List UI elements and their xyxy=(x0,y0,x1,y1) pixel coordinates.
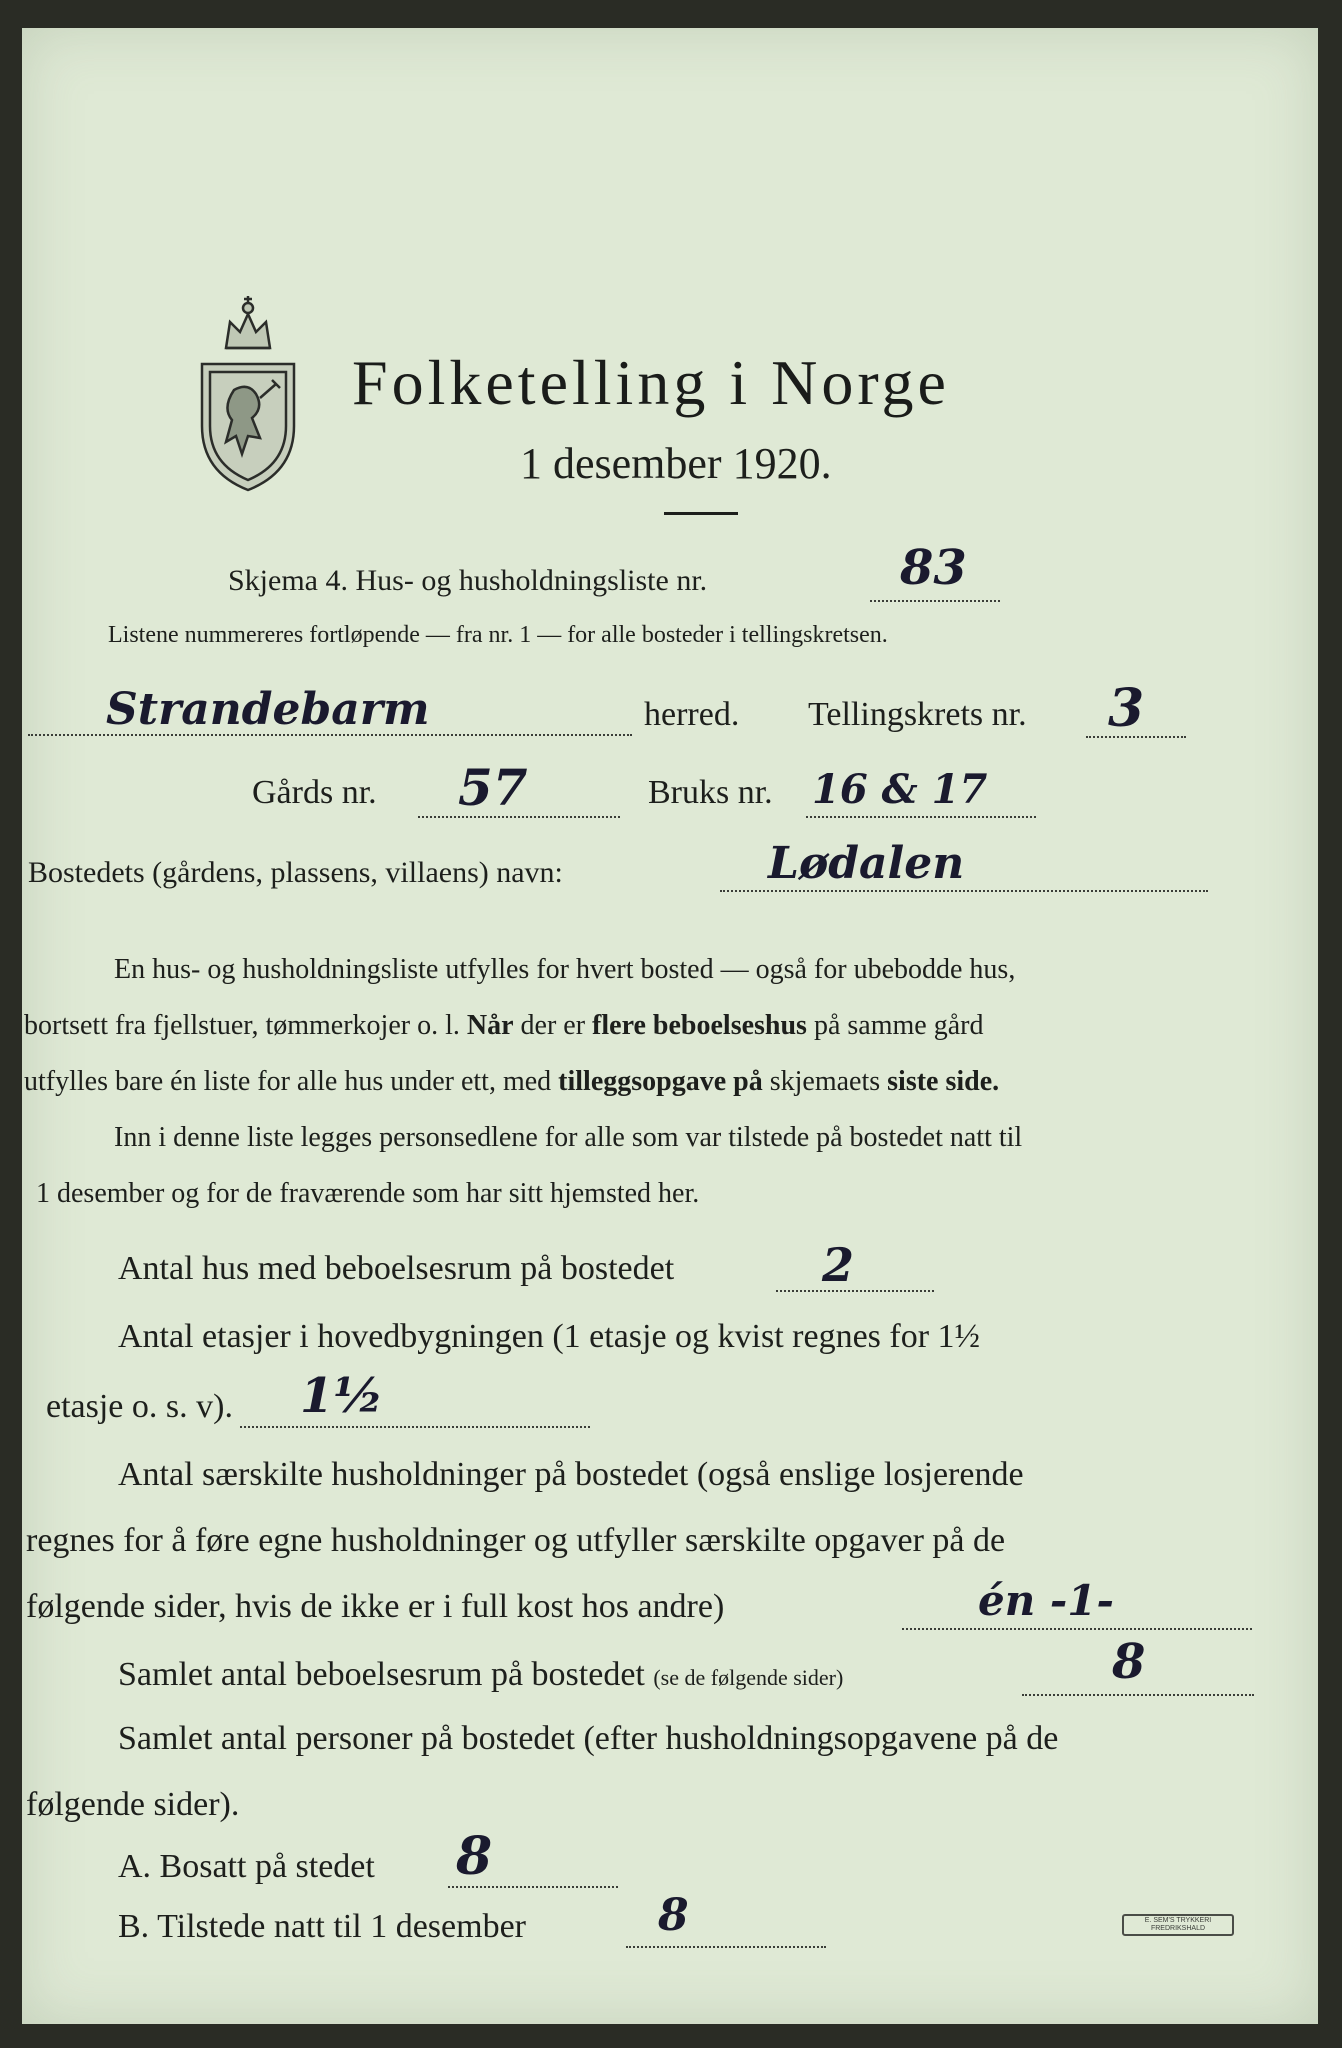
personer-line-1: Samlet antal personer på bostedet (efter husholdningsopgavene på de xyxy=(118,1720,1059,1757)
etasjer-value: 1½ xyxy=(300,1368,384,1424)
list-number-dots xyxy=(870,600,1000,602)
tilstede-value: 8 xyxy=(658,1890,689,1941)
numbering-note: Listene nummereres fortløpende — fra nr. 1 — for alle bosteder i tellingskretsen. xyxy=(108,622,888,648)
etasjer-dots xyxy=(240,1426,590,1428)
coat-of-arms-icon xyxy=(190,286,306,496)
hus-label: Antal hus med beboelsesrum på bostedet xyxy=(118,1250,675,1287)
beboelsesrum-label: Samlet antal beboelsesrum på bostedet (se de følgende sider) xyxy=(118,1656,844,1693)
bosatt-label: A. Bosatt på stedet xyxy=(118,1848,375,1885)
bosatt-value: 8 xyxy=(456,1826,493,1887)
schema-line: Skjema 4. Hus- og husholdningsliste nr. xyxy=(228,564,708,597)
beboelsesrum-dots xyxy=(1022,1694,1254,1696)
instruction-line-3: utfylles bare én liste for alle hus under ett, med tilleggsopgave på skjemaets siste side. xyxy=(24,1066,1000,1097)
bostedets-label: Bostedets (gårdens, plassens, villaens) navn: xyxy=(28,856,563,889)
title-divider xyxy=(664,512,738,515)
bostedets-dots xyxy=(720,890,1208,892)
personer-line-2: følgende sider). xyxy=(26,1786,240,1823)
tellingskrets-value: 3 xyxy=(1108,678,1145,739)
husholdninger-value: én -1- xyxy=(978,1576,1114,1625)
tellingskrets-label: Tellingskrets nr. xyxy=(808,696,1027,733)
husholdninger-line-2: regnes for å føre egne husholdninger og utfyller særskilte opgaver på de xyxy=(26,1522,1006,1559)
tilstede-dots xyxy=(626,1946,826,1948)
tilstede-label: B. Tilstede natt til 1 desember xyxy=(118,1908,526,1945)
gards-value: 57 xyxy=(458,758,528,817)
husholdninger-line-3: følgende sider, hvis de ikke er i full kost hos andre) xyxy=(26,1588,725,1625)
bruks-value: 16 & 17 xyxy=(812,766,988,813)
instruction-line-5: 1 desember og for de fraværende som har sitt hjemsted her. xyxy=(36,1178,700,1209)
printer-stamp: E. SEM'S TRYKKERI FREDRIKSHALD xyxy=(1122,1914,1234,1936)
census-form-page xyxy=(22,28,1318,2024)
bostedets-value: Lødalen xyxy=(768,838,965,889)
hus-value: 2 xyxy=(822,1238,855,1292)
husholdninger-dots xyxy=(902,1628,1252,1630)
census-date: 1 desember 1920. xyxy=(520,439,832,488)
page-title: Folketelling i Norge xyxy=(352,347,950,418)
beboelsesrum-value: 8 xyxy=(1112,1634,1146,1690)
instruction-line-4: Inn i denne liste legges personsedlene for alle som var tilstede på bostedet natt til xyxy=(114,1122,1023,1153)
instruction-line-2: bortsett fra fjellstuer, tømmerkojer o. l. Når der er flere beboelseshus på samme gård xyxy=(24,1010,984,1041)
husholdninger-line-1: Antal særskilte husholdninger på bostedet (også enslige losjerende xyxy=(118,1456,1024,1493)
gards-label: Gårds nr. xyxy=(252,774,377,811)
list-number-value: 83 xyxy=(900,540,967,596)
herred-value: Strandebarm xyxy=(106,684,430,735)
etasjer-line-1: Antal etasjer i hovedbygningen (1 etasje og kvist regnes for 1½ xyxy=(118,1318,981,1355)
hus-dots xyxy=(776,1290,934,1292)
herred-label: herred. xyxy=(644,696,740,733)
etasjer-line-2: etasje o. s. v). xyxy=(46,1388,233,1425)
bruks-label: Bruks nr. xyxy=(648,774,773,811)
instruction-line-1: En hus- og husholdningsliste utfylles for hvert bosted — også for ubebodde hus, xyxy=(114,954,1016,985)
bruks-dots xyxy=(806,816,1036,818)
